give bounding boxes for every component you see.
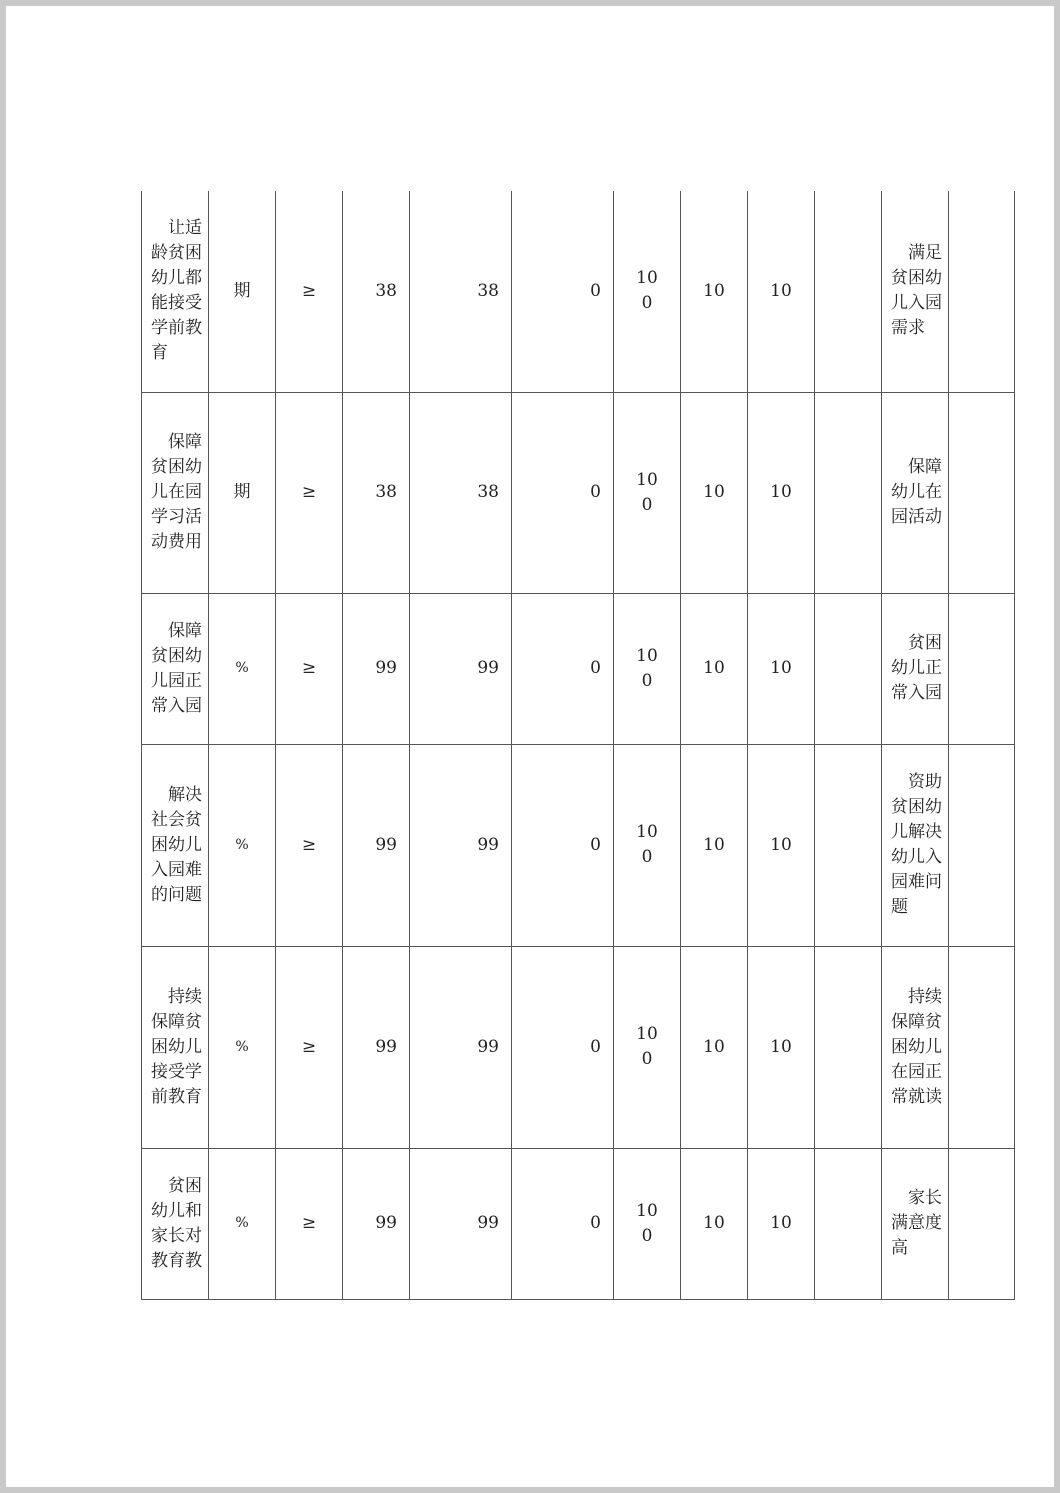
target-cell: 99 <box>343 946 410 1148</box>
score-cell: 10 <box>748 946 815 1148</box>
operator-cell: ≥ <box>276 744 343 946</box>
actual-cell: 99 <box>410 946 512 1148</box>
weight-cell: 10 <box>681 744 748 946</box>
target-cell: 38 <box>343 191 410 392</box>
rate-cell <box>614 946 681 1148</box>
performance-table <box>141 191 1015 1300</box>
operator-cell: ≥ <box>276 593 343 744</box>
target-cell: 99 <box>343 744 410 946</box>
rate-line-1: 10 <box>636 469 658 490</box>
actual-cell: 99 <box>410 1148 512 1299</box>
analysis-cell: 贫困幼儿正常入园 <box>882 593 949 744</box>
rate-cell <box>614 744 681 946</box>
extra-cell <box>949 946 1015 1148</box>
operator-cell: ≥ <box>276 191 343 392</box>
unit-cell: % <box>209 1148 276 1299</box>
table-row <box>142 1148 1015 1299</box>
indicator-cell: 保障贫困幼儿在园学习活动费用 <box>142 392 209 593</box>
operator-cell: ≥ <box>276 1148 343 1299</box>
indicator-cell: 让适龄贫困幼儿都能接受学前教育 <box>142 191 209 392</box>
rate-cell <box>614 1148 681 1299</box>
weight-cell: 10 <box>681 593 748 744</box>
actual-cell: 99 <box>410 744 512 946</box>
rate-line-2: 0 <box>641 670 653 691</box>
deviation-cell: 0 <box>512 191 614 392</box>
rate-line-2: 0 <box>641 1049 653 1069</box>
score-cell: 10 <box>748 1148 815 1299</box>
rate-line-2: 0 <box>641 293 653 314</box>
weight-cell: 10 <box>681 946 748 1148</box>
weight-cell: 10 <box>681 392 748 593</box>
note-cell <box>815 191 882 392</box>
rate-line-1: 10 <box>636 645 658 666</box>
deviation-cell: 0 <box>512 744 614 946</box>
analysis-cell: 家长满意度高 <box>882 1148 949 1299</box>
target-cell: 99 <box>343 593 410 744</box>
rate-line-2: 0 <box>641 494 653 515</box>
actual-cell: 38 <box>410 392 512 593</box>
extra-cell <box>949 392 1015 593</box>
indicator-cell: 贫困幼儿和家长对教育教 <box>142 1148 209 1299</box>
table-row <box>142 191 1015 392</box>
target-cell: 38 <box>343 392 410 593</box>
analysis-cell: 资助贫困幼儿解决幼儿入园难问题 <box>882 744 949 946</box>
extra-cell <box>949 191 1015 392</box>
analysis-cell: 保障幼儿在园活动 <box>882 392 949 593</box>
operator-cell: ≥ <box>276 392 343 593</box>
analysis-cell: 满足贫困幼儿入园需求 <box>882 191 949 392</box>
rate-line-1: 10 <box>636 268 658 289</box>
extra-cell <box>949 1148 1015 1299</box>
table-row <box>142 593 1015 744</box>
unit-cell: 期 <box>209 191 276 392</box>
deviation-cell: 0 <box>512 392 614 593</box>
actual-cell: 38 <box>410 191 512 392</box>
indicator-cell: 持续保障贫困幼儿接受学前教育 <box>142 946 209 1148</box>
rate-cell <box>614 392 681 593</box>
rate-line-1: 10 <box>636 1024 658 1044</box>
rate-line-2: 0 <box>641 847 653 867</box>
operator-cell: ≥ <box>276 946 343 1148</box>
unit-cell: 期 <box>209 392 276 593</box>
score-cell: 10 <box>748 744 815 946</box>
extra-cell <box>949 744 1015 946</box>
rate-cell <box>614 593 681 744</box>
unit-cell: % <box>209 744 276 946</box>
unit-cell: % <box>209 593 276 744</box>
deviation-cell: 0 <box>512 946 614 1148</box>
indicator-cell: 解决社会贫困幼儿入园难的问题 <box>142 744 209 946</box>
score-cell: 10 <box>748 593 815 744</box>
rate-cell <box>614 191 681 392</box>
analysis-cell: 持续保障贫困幼儿在园正常就读 <box>882 946 949 1148</box>
weight-cell: 10 <box>681 191 748 392</box>
document-page <box>6 6 1054 1487</box>
table-row <box>142 392 1015 593</box>
actual-cell: 99 <box>410 593 512 744</box>
deviation-cell: 0 <box>512 1148 614 1299</box>
rate-line-1: 10 <box>636 1200 658 1221</box>
unit-cell: % <box>209 946 276 1148</box>
note-cell <box>815 946 882 1148</box>
note-cell <box>815 1148 882 1299</box>
indicator-cell: 保障贫困幼儿园正常入园 <box>142 593 209 744</box>
table-row <box>142 744 1015 946</box>
deviation-cell: 0 <box>512 593 614 744</box>
target-cell: 99 <box>343 1148 410 1299</box>
score-cell: 10 <box>748 191 815 392</box>
extra-cell <box>949 593 1015 744</box>
note-cell <box>815 744 882 946</box>
weight-cell: 10 <box>681 1148 748 1299</box>
rate-line-1: 10 <box>636 822 658 842</box>
table-row <box>142 946 1015 1148</box>
note-cell <box>815 593 882 744</box>
score-cell: 10 <box>748 392 815 593</box>
note-cell <box>815 392 882 593</box>
rate-line-2: 0 <box>641 1225 653 1246</box>
